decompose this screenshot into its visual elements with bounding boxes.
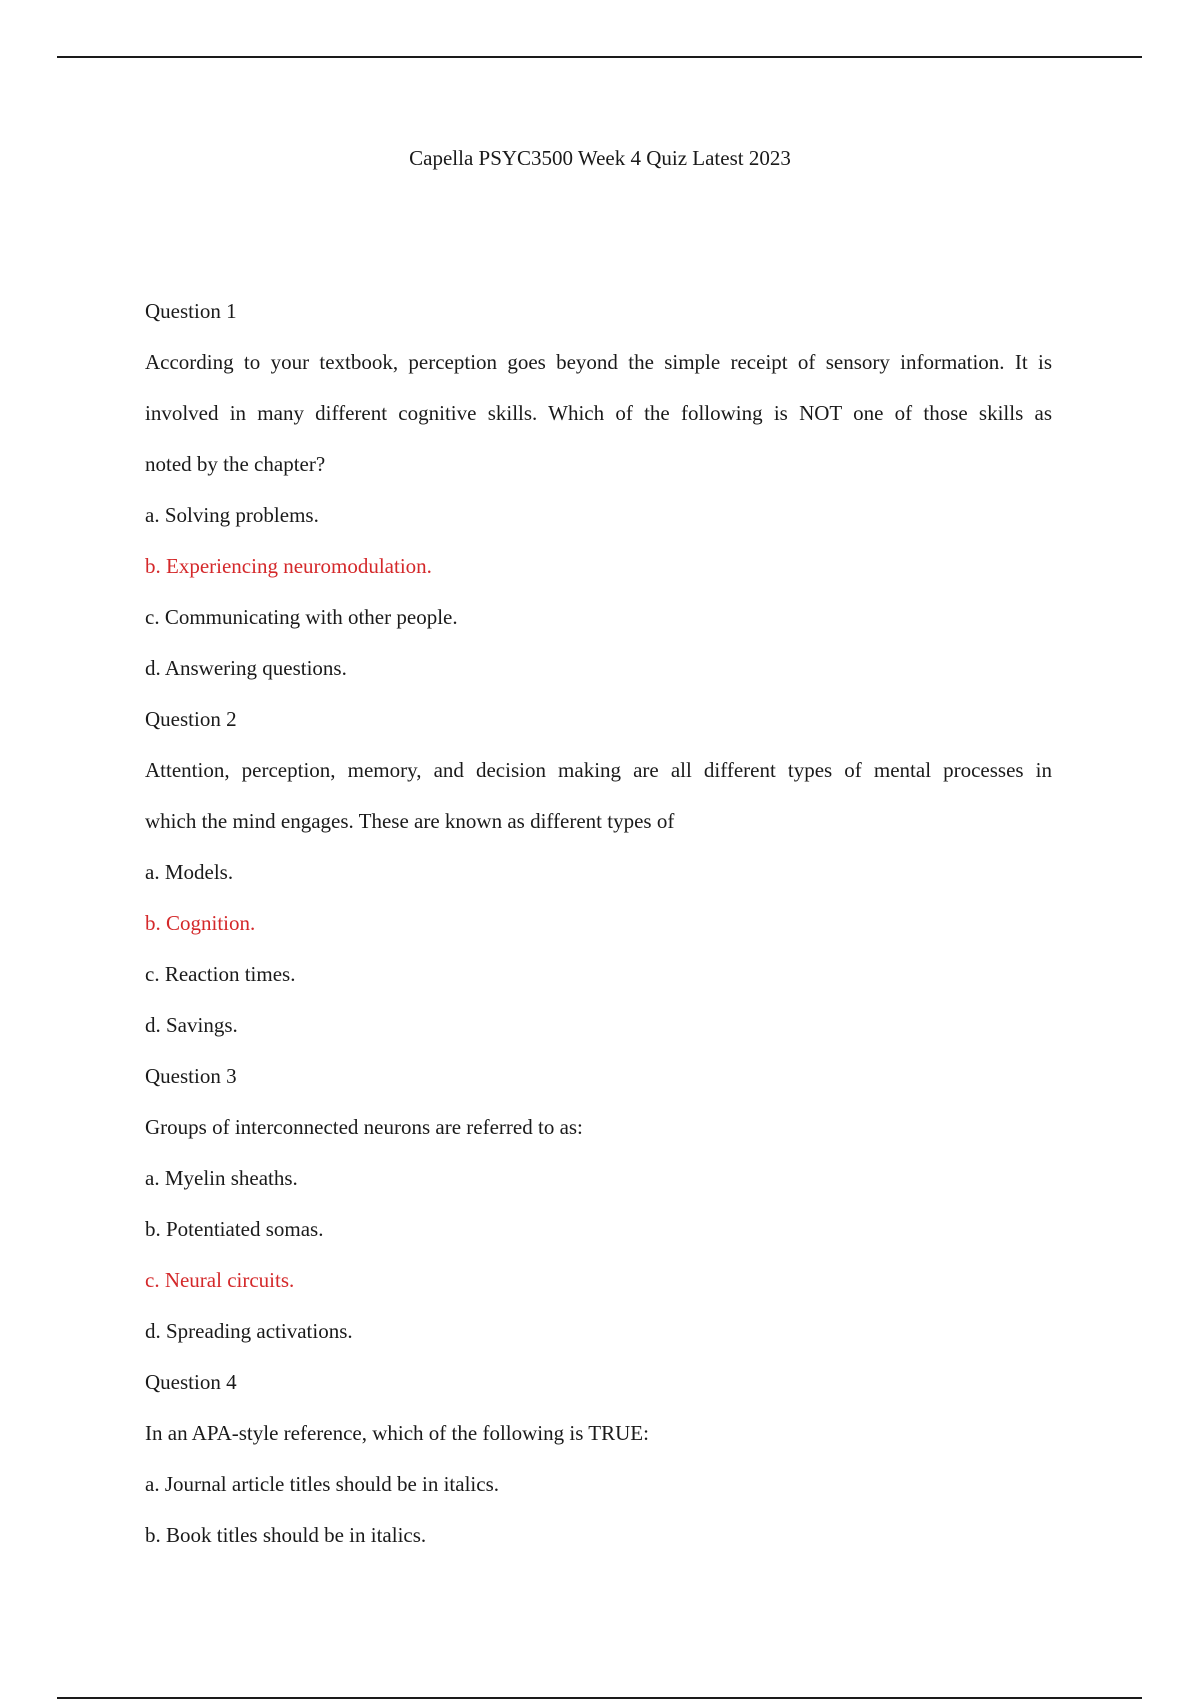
answer-option: c. Reaction times.	[145, 962, 296, 986]
question-block	[145, 1368, 1052, 1572]
question-text	[145, 756, 1052, 858]
answer-option: d. Spreading activations.	[145, 1319, 353, 1343]
answer-option-correct: b. Experiencing neuromodulation.	[145, 554, 432, 578]
question-text-line: Attention, perception, memory, and decision making are all different types of mental processes in	[145, 758, 1052, 782]
answer-option-correct: b. Cognition.	[145, 911, 256, 935]
answer-option: d. Answering questions.	[145, 656, 347, 680]
bottom-rule	[57, 1697, 1142, 1699]
question-block	[145, 1062, 1052, 1368]
question-text-line: involved in many different cognitive skills. Which of the following is NOT one of those skills as	[145, 401, 1052, 425]
question-block	[145, 705, 1052, 1062]
answer-option: a. Journal article titles should be in italics.	[145, 1472, 499, 1496]
answer-option: c. Communicating with other people.	[145, 605, 458, 629]
question-block	[145, 297, 1052, 705]
question-text	[145, 348, 1052, 501]
document-body	[145, 297, 1052, 1572]
question-text-line: In an APA-style reference, which of the following is TRUE:	[145, 1421, 649, 1445]
question-text-line: which the mind engages. These are known as different types of	[145, 809, 675, 833]
answer-option: b. Potentiated somas.	[145, 1217, 324, 1241]
question-label: Question 4	[145, 1370, 237, 1394]
answer-option: a. Models.	[145, 860, 234, 884]
question-text-line: noted by the chapter?	[145, 452, 326, 476]
question-label: Question 3	[145, 1064, 237, 1088]
answer-option: a. Solving problems.	[145, 503, 319, 527]
answer-option-correct: c. Neural circuits.	[145, 1268, 295, 1292]
question-text-line: According to your textbook, perception goes beyond the simple receipt of sensory information. It is	[145, 350, 1052, 374]
question-label: Question 2	[145, 707, 237, 731]
answer-option: b. Book titles should be in italics.	[145, 1523, 427, 1547]
answer-option: a. Myelin sheaths.	[145, 1166, 298, 1190]
question-label: Question 1	[145, 299, 237, 323]
top-rule	[57, 56, 1142, 58]
document-title: Capella PSYC3500 Week 4 Quiz Latest 2023	[409, 146, 791, 170]
answer-option: d. Savings.	[145, 1013, 238, 1037]
question-text-line: Groups of interconnected neurons are referred to as:	[145, 1115, 583, 1139]
